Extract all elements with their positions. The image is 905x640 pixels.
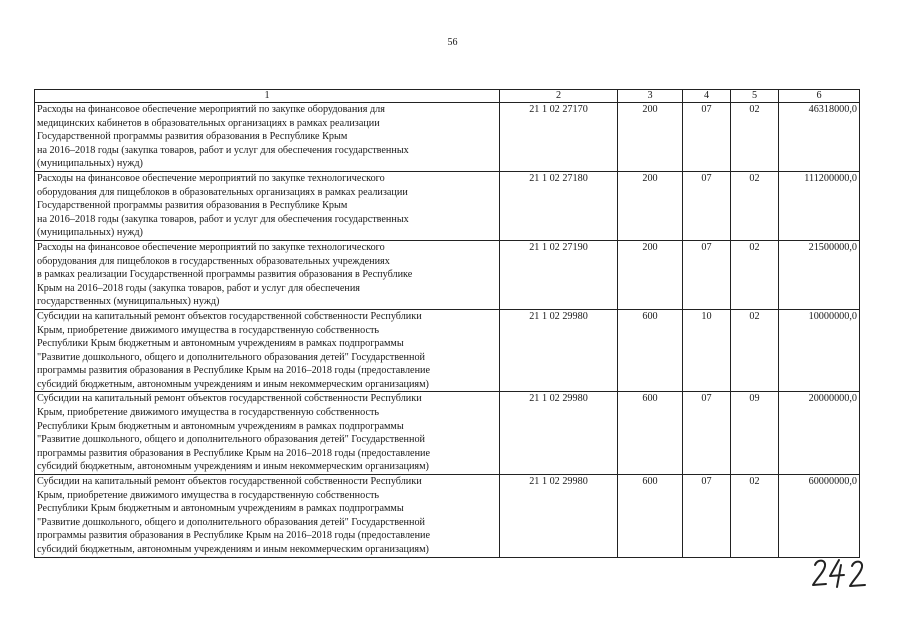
amount-value: 111200000,0 [779,171,860,240]
expense-type-code: 600 [618,475,683,558]
section-code: 07 [683,240,731,309]
expense-type-code: 600 [618,309,683,392]
section-code: 07 [683,392,731,475]
subsection-code: 02 [731,240,779,309]
table-row [35,240,860,309]
target-article-code: 21 1 02 29980 [500,309,618,392]
target-article-code: 21 1 02 29980 [500,475,618,558]
section-code: 07 [683,103,731,172]
page-number: 56 [447,37,458,48]
handwritten-number-drawing [810,556,874,592]
amount-value: 21500000,0 [779,240,860,309]
subsection-code: 09 [731,392,779,475]
table-header-row [35,90,860,103]
subsection-code: 02 [731,103,779,172]
column-header-2: 2 [500,90,618,103]
table-row [35,475,860,558]
budget-table [34,89,860,558]
expense-description: Субсидии на капитальный ремонт объектов государственной собственности Республики Крым, приобретение движимого имущества в государственную собственность Республики Крым бюджетным и автономным учреждениям в рамках подпрограммы "Развитие дошкольного, общего и дополнительного образования детей" Государственной программы развития образования в Республике Крым на 2016–2018 годы (предоставление субсидий бюджетным, автономным учреждениям и иным некоммерческим организациям) [35,475,500,558]
section-code: 07 [683,475,731,558]
subsection-code: 02 [731,309,779,392]
table-row [35,392,860,475]
column-header-4: 4 [683,90,731,103]
amount-value: 20000000,0 [779,392,860,475]
amount-value: 10000000,0 [779,309,860,392]
column-header-3: 3 [618,90,683,103]
expense-type-code: 200 [618,171,683,240]
expense-type-code: 600 [618,392,683,475]
target-article-code: 21 1 02 29980 [500,392,618,475]
table-row [35,309,860,392]
column-header-6: 6 [779,90,860,103]
section-code: 10 [683,309,731,392]
column-header-1: 1 [35,90,500,103]
expense-description: Субсидии на капитальный ремонт объектов государственной собственности Республики Крым, приобретение движимого имущества в государственную собственность Республики Крым бюджетным и автономным учреждениям в рамках подпрограммы "Развитие дошкольного, общего и дополнительного образования детей" Государственной программы развития образования в Республике Крым на 2016–2018 годы (предоставление субсидий бюджетным, автономным учреждениям и иным некоммерческим организациям) [35,392,500,475]
table-row [35,103,860,172]
target-article-code: 21 1 02 27180 [500,171,618,240]
column-header-5: 5 [731,90,779,103]
amount-value: 46318000,0 [779,103,860,172]
expense-description: Расходы на финансовое обеспечение мероприятий по закупке технологического оборудования для пищеблоков в образовательных организациях в рамках реализации Государственной программы развития образования в Республике Крым на 2016–2018 годы (закупка товаров, работ и услуг для обеспечения государственных (муниципальных) нужд) [35,171,500,240]
expense-description: Расходы на финансовое обеспечение мероприятий по закупке оборудования для медицинских кабинетов в образовательных организациях в рамках реализации Государственной программы развития образования в Республике Крым на 2016–2018 годы (закупка товаров, работ и услуг для обеспечения государственных (муниципальных) нужд) [35,103,500,172]
handwritten-page-number [810,556,874,597]
table-row [35,171,860,240]
subsection-code: 02 [731,475,779,558]
amount-value: 60000000,0 [779,475,860,558]
target-article-code: 21 1 02 27170 [500,103,618,172]
expense-type-code: 200 [618,240,683,309]
expense-description: Расходы на финансовое обеспечение мероприятий по закупке технологического оборудования для пищеблоков в государственных образовательных учреждениях в рамках реализации Государственной программы развития образования в Республике Крым на 2016–2018 годы (закупка товаров, работ и услуг для обеспечения государственных (муниципальных) нужд) [35,240,500,309]
section-code: 07 [683,171,731,240]
expense-type-code: 200 [618,103,683,172]
expense-description: Субсидии на капитальный ремонт объектов государственной собственности Республики Крым, приобретение движимого имущества в государственную собственность Республики Крым бюджетным и автономным учреждениям в рамках подпрограммы "Развитие дошкольного, общего и дополнительного образования детей" Государственной программы развития образования в Республике Крым на 2016–2018 годы (предоставление субсидий бюджетным, автономным учреждениям и иным некоммерческим организациям) [35,309,500,392]
target-article-code: 21 1 02 27190 [500,240,618,309]
subsection-code: 02 [731,171,779,240]
